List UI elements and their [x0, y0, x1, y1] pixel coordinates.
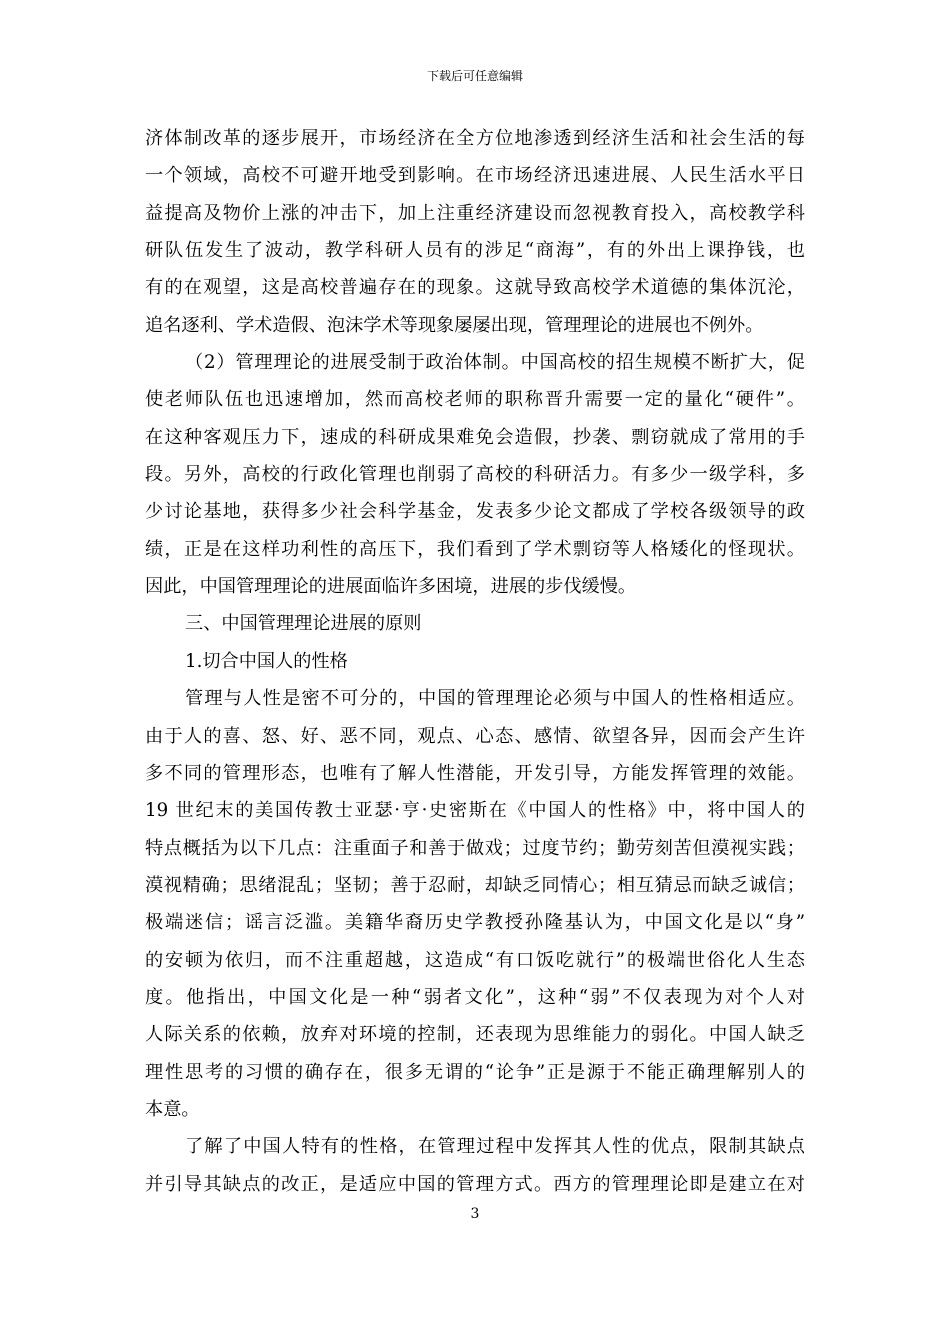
text-line: 特点概括为以下几点：注重面子和善于做戏；过度节约；勤劳刻苦但漠视实践；	[145, 837, 805, 859]
page-header: 下载后可任意编辑	[426, 69, 523, 83]
text-line: 少讨论基地，获得多少社会科学基金，发表多少论文都成了学校各级领导的政	[145, 501, 805, 523]
text-line: 度。他指出，中国文化是一种“弱者文化”，这种“弱”不仅表现为对个人对	[145, 986, 805, 1008]
text-line: 由于人的喜、怒、好、恶不同，观点、心态、感情、欲望各异，因而会产生许	[145, 725, 805, 747]
text-line: 并引导其缺点的改正，是适应中国的管理方式。西方的管理理论即是建立在对	[145, 1173, 805, 1195]
text-line: 了解了中国人特有的性格，在管理过程中发挥其人性的优点，限制其缺点	[185, 1136, 805, 1158]
text-line: 人际关系的依赖，放弃对环境的控制，还表现为思维能力的弱化。中国人缺乏	[145, 1024, 805, 1046]
text-line: 极端迷信；谣言泛滥。美籍华裔历史学教授孙隆基认为，中国文化是以“身”	[145, 912, 805, 934]
text-line: 在这种客观压力下，速成的科研成果难免会造假，抄袭、剽窃就成了常用的手	[145, 426, 805, 448]
section-heading: 三、中国管理理论进展的原则	[185, 613, 422, 635]
text-line: 管理与人性是密不可分的，中国的管理理论必须与中国人的性格相适应。	[185, 688, 805, 710]
text-line: 研队伍发生了波动，教学科研人员有的涉足“商海”，有的外出上课挣钱，也	[145, 240, 805, 262]
text-line: （2）管理理论的进展受制于政治体制。中国高校的招生规模不断扩大，促	[185, 352, 805, 374]
text-line: 理性思考的习惯的确存在，很多无谓的“论争”正是源于不能正确理解别人的	[145, 1061, 805, 1083]
document-body	[145, 120, 805, 1203]
text-line: 一个领域，高校不可避开地受到影响。在市场经济迅速进展、人民生活水平日	[145, 165, 805, 187]
text-line: 益提高及物价上涨的冲击下，加上注重经济建设而忽视教育投入，高校教学科	[145, 202, 805, 224]
text-line: 多不同的管理形态，也唯有了解人性潜能，开发引导，方能发挥管理的效能。	[145, 762, 805, 784]
text-line: 绩，正是在这样功利性的高压下，我们看到了学术剽窃等人格矮化的怪现状。	[145, 538, 805, 560]
text-line: 19 世纪末的美国传教士亚瑟·亨·史密斯在《中国人的性格》中，将中国人的	[145, 800, 805, 822]
text-line: 漠视精确；思绪混乱；坚韧；善于忍耐，却缺乏同情心；相互猜忌而缺乏诚信；	[145, 874, 805, 896]
page-number: 3	[470, 1206, 480, 1222]
text-line: 的安顿为依归，而不注重超越，这造成“有口饭吃就行”的极端世俗化人生态	[145, 949, 805, 971]
text-line: 追名逐利、学术造假、泡沫学术等现象屡屡出现，管理理论的进展也不例外。	[145, 314, 764, 336]
text-line: 有的在观望，这是高校普遍存在的现象。这就导致高校学术道德的集体沉沦，	[145, 277, 805, 299]
text-line: 段。另外，高校的行政化管理也削弱了高校的科研活力。有多少一级学科，多	[145, 464, 805, 486]
subsection-heading: 1.切合中国人的性格	[185, 650, 348, 672]
text-line: 本意。	[145, 1098, 200, 1120]
text-line: 使老师队伍也迅速增加，然而高校老师的职称晋升需要一定的量化“硬件”。	[145, 389, 805, 411]
text-line: 济体制改革的逐步展开，市场经济在全方位地渗透到经济生活和社会生活的每	[145, 128, 805, 149]
text-line: 因此，中国管理理论的进展面临许多困境，进展的步伐缓慢。	[145, 576, 637, 598]
